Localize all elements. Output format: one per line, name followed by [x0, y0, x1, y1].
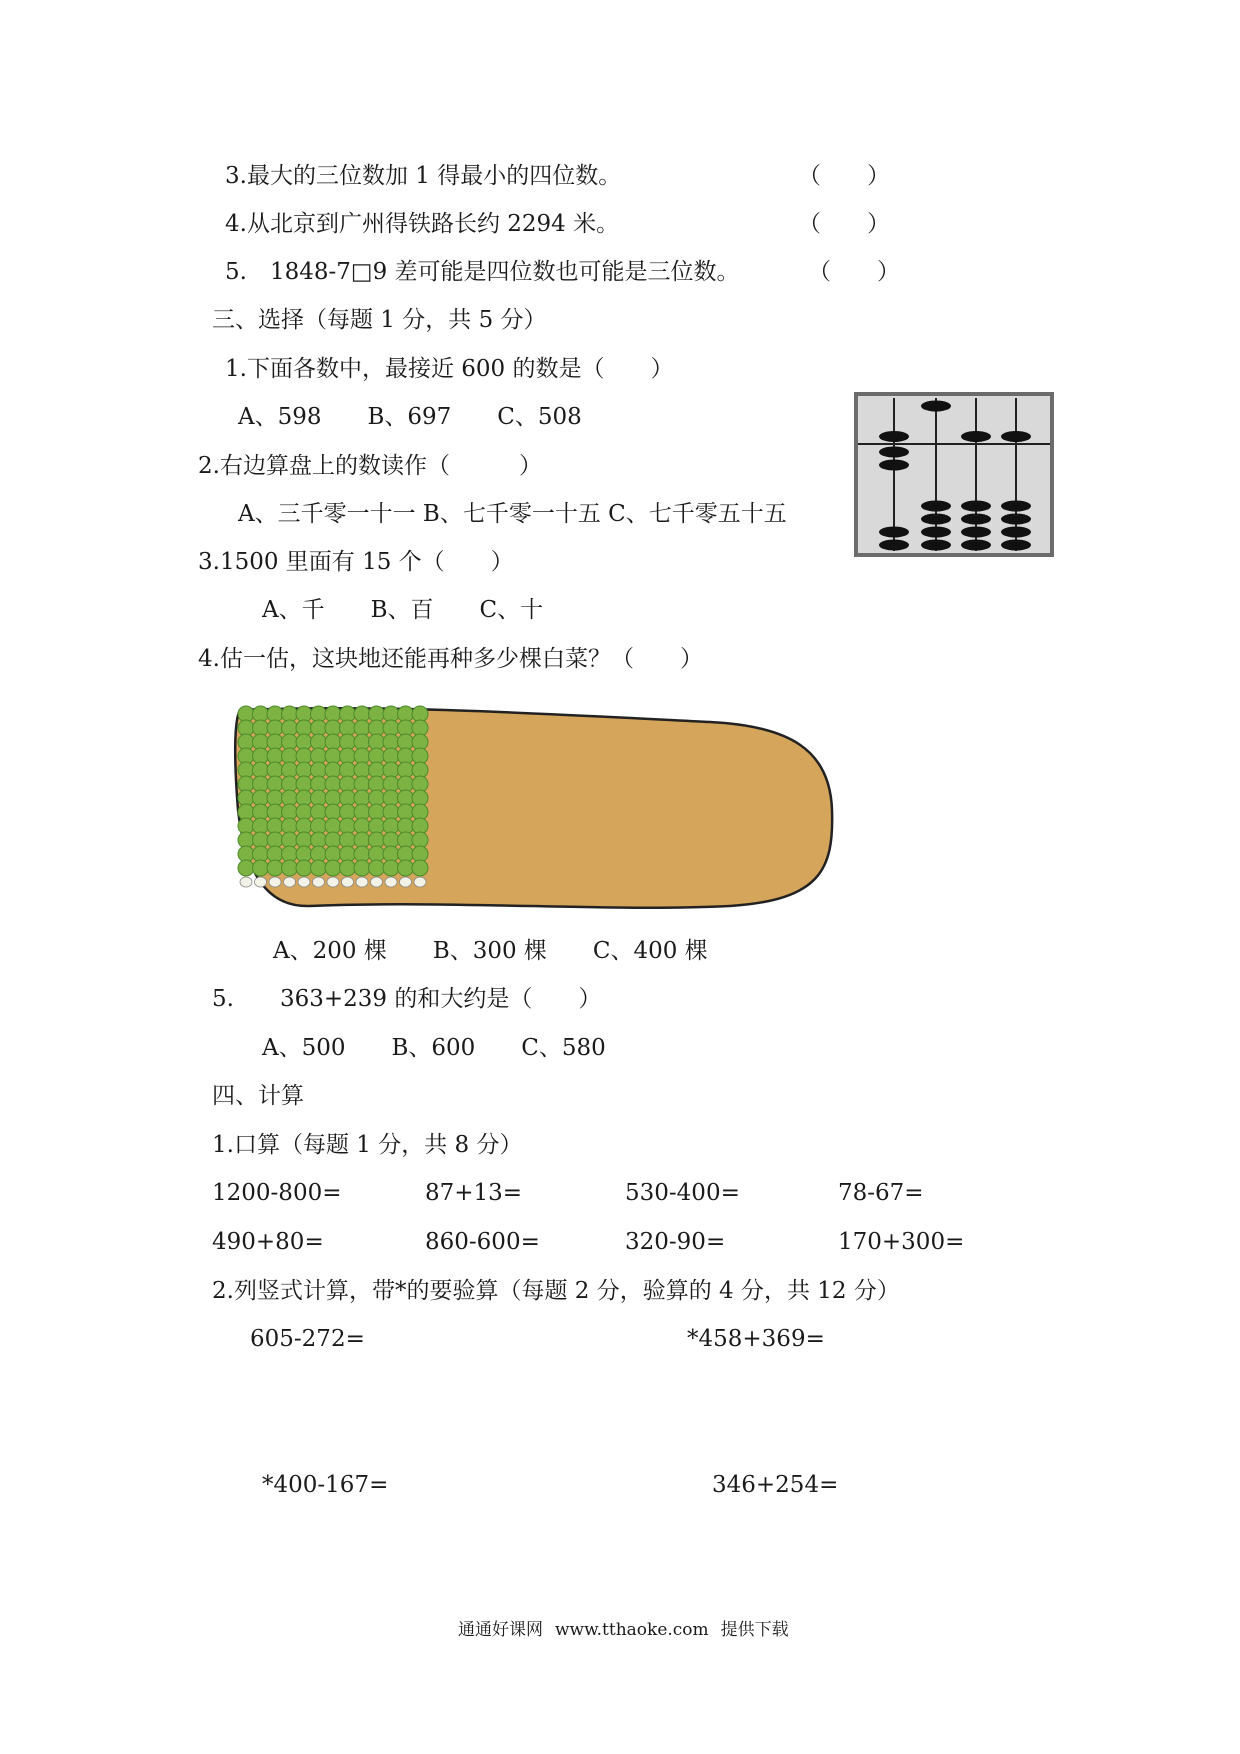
vertical-problem: *458+369=: [687, 1326, 825, 1352]
judge-answer-bracket-4[interactable]: （ ）: [798, 211, 890, 237]
choice-q4-text: 4.估一估，这块地还能再种多少棵白菜？（ ）: [198, 646, 703, 672]
choice-q3-options[interactable]: A、千 B、百 C、十: [262, 597, 544, 623]
mental-problem: 170+300=: [838, 1229, 965, 1255]
judge-answer-bracket-3[interactable]: （ ）: [798, 163, 890, 189]
cabbage: [238, 860, 254, 876]
choice-q5-text: 5. 363+239 的和大约是（ ）: [212, 986, 602, 1012]
cabbage-root: [385, 877, 397, 887]
mental-problem: 490+80=: [212, 1229, 324, 1255]
section-choice-heading: 三、选择（每题 1 分，共 5 分）: [212, 307, 547, 333]
cabbage-root: [269, 877, 281, 887]
choice-q2-options[interactable]: A、三千零一十一 B、七千零一十五 C、七千零五十五: [238, 501, 787, 527]
abacus-bead: [921, 540, 951, 551]
abacus-bead: [1001, 540, 1031, 551]
vertical-problem: *400-167=: [262, 1472, 389, 1498]
abacus-bead: [961, 527, 991, 538]
abacus-bead: [1001, 431, 1031, 442]
judge-item-3: 3.最大的三位数加 1 得最小的四位数。: [225, 163, 622, 189]
abacus-bead: [879, 431, 909, 442]
mental-problem: 1200-800=: [212, 1180, 342, 1206]
choice-q5-options[interactable]: A、500 B、600 C、580: [262, 1035, 606, 1061]
cabbage-root: [327, 877, 339, 887]
cabbage-root: [356, 877, 368, 887]
cabbage-root: [284, 877, 296, 887]
abacus-figure: [854, 392, 1054, 557]
choice-q1-options[interactable]: A、598 B、697 C、508: [238, 404, 582, 430]
judge-item-4: 4.从北京到广州得铁路长约 2294 米。: [225, 211, 620, 237]
abacus-bead: [961, 501, 991, 512]
abacus-bead: [879, 447, 909, 458]
cabbage: [383, 860, 399, 876]
cabbage-field-figure: [230, 700, 840, 916]
mental-problem: 530-400=: [625, 1180, 740, 1206]
footer-url[interactable]: www.tthaoke.com: [555, 1620, 709, 1640]
abacus-bead: [921, 401, 951, 412]
judge-item-5: 5. 1848-7□9 差可能是四位数也可能是三位数。: [225, 259, 740, 285]
vertical-problem: 605-272=: [250, 1326, 365, 1352]
cabbage: [296, 860, 312, 876]
abacus-bead: [961, 514, 991, 525]
abacus-bead: [879, 540, 909, 551]
cabbage: [369, 860, 385, 876]
mental-math-title: 1.口算（每题 1 分，共 8 分）: [212, 1132, 523, 1158]
footer-action: 提供下载: [720, 1620, 789, 1640]
cabbage-root: [313, 877, 325, 887]
cabbage-root: [255, 877, 267, 887]
cabbage: [267, 860, 283, 876]
cabbage: [398, 860, 414, 876]
cabbage-grid: [238, 706, 428, 887]
abacus-bead: [921, 514, 951, 525]
judge-answer-bracket-5[interactable]: （ ）: [808, 259, 900, 285]
choice-q2-text: 2.右边算盘上的数读作（ ）: [198, 453, 542, 479]
footer: [458, 1619, 801, 1641]
cabbage: [253, 860, 269, 876]
footer-site: 通通好课网: [458, 1620, 543, 1640]
section-calc-heading: 四、计算: [212, 1083, 304, 1109]
abacus-bead: [961, 540, 991, 551]
cabbage-root: [414, 877, 426, 887]
abacus-bead: [1001, 514, 1031, 525]
cabbage-root: [298, 877, 310, 887]
abacus-bead: [921, 527, 951, 538]
cabbage: [412, 860, 428, 876]
cabbage-root: [371, 877, 383, 887]
choice-q3-text: 3.1500 里面有 15 个（ ）: [198, 549, 514, 575]
cabbage: [354, 860, 370, 876]
cabbage: [340, 860, 356, 876]
mental-problem: 320-90=: [625, 1229, 726, 1255]
cabbage-root: [240, 877, 252, 887]
cabbage: [282, 860, 298, 876]
choice-q1-text: 1.下面各数中，最接近 600 的数是（ ）: [225, 356, 674, 382]
abacus-bead: [1001, 527, 1031, 538]
abacus-bead: [921, 501, 951, 512]
vertical-problem: 346+254=: [712, 1472, 839, 1498]
abacus-bead: [879, 527, 909, 538]
mental-problem: 78-67=: [838, 1180, 924, 1206]
cabbage: [311, 860, 327, 876]
abacus-bead: [1001, 501, 1031, 512]
mental-problem: 87+13=: [425, 1180, 523, 1206]
mental-problem: 860-600=: [425, 1229, 540, 1255]
cabbage-root: [400, 877, 412, 887]
cabbage: [325, 860, 341, 876]
abacus-bead: [961, 431, 991, 442]
vertical-calc-title: 2.列竖式计算，带*的要验算（每题 2 分，验算的 4 分，共 12 分）: [212, 1278, 900, 1304]
choice-q4-options[interactable]: A、200 棵 B、300 棵 C、400 棵: [273, 938, 708, 964]
abacus-bead: [879, 460, 909, 471]
cabbage-root: [342, 877, 354, 887]
